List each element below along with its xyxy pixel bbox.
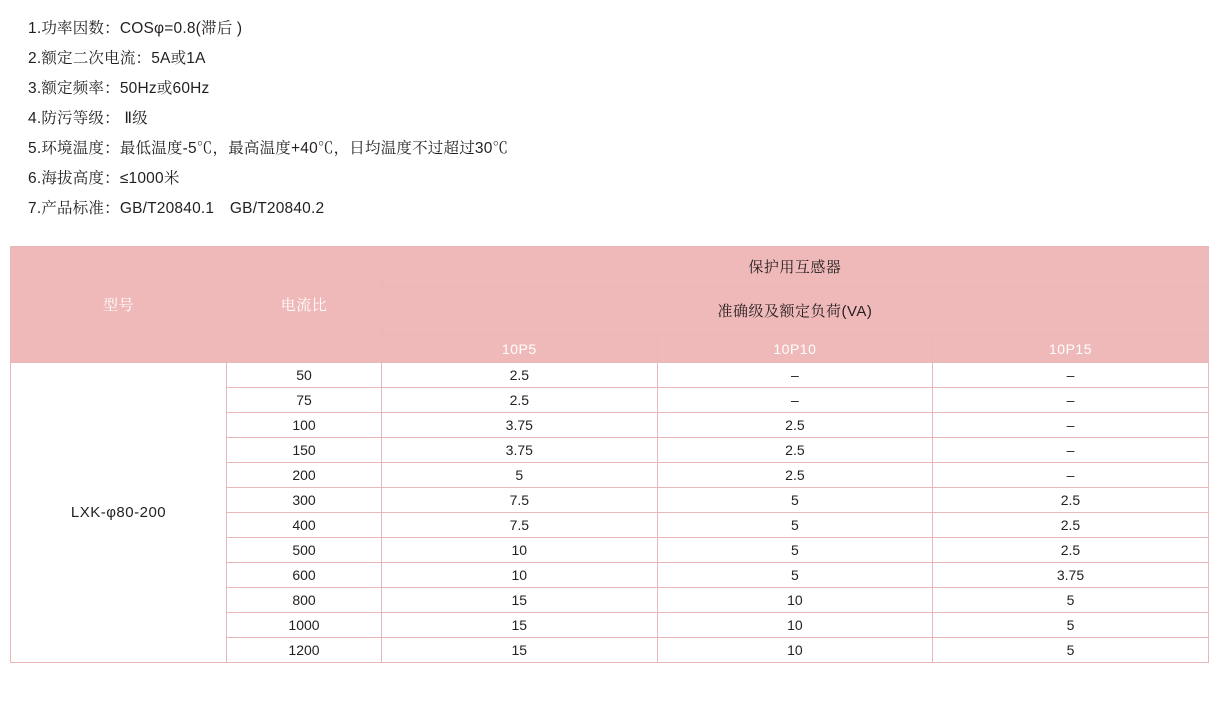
cell-ratio: 50	[227, 363, 382, 388]
cell-ratio: 600	[227, 563, 382, 588]
header-class-10p15: 10P15	[933, 335, 1209, 363]
cell-10p10: 5	[657, 563, 933, 588]
cell-10p15: 2.5	[933, 513, 1209, 538]
header-model: 型号	[11, 247, 227, 363]
cell-ratio: 100	[227, 413, 382, 438]
cell-10p5: 15	[382, 613, 658, 638]
cell-10p5: 2.5	[382, 363, 658, 388]
header-ratio: 电流比	[227, 247, 382, 363]
cell-10p15: 2.5	[933, 488, 1209, 513]
specification-table-wrapper	[10, 246, 1208, 663]
table-body	[11, 363, 1209, 663]
header-class-10p10: 10P10	[657, 335, 933, 363]
cell-10p5: 2.5	[382, 388, 658, 413]
spec-item-4: 4.防污等级： Ⅱ级	[28, 110, 148, 127]
cell-10p15: 5	[933, 588, 1209, 613]
cell-10p10: –	[657, 363, 933, 388]
cell-10p15: 5	[933, 638, 1209, 663]
cell-ratio: 500	[227, 538, 382, 563]
cell-10p5: 7.5	[382, 488, 658, 513]
cell-10p15: –	[933, 413, 1209, 438]
cell-ratio: 75	[227, 388, 382, 413]
table-row	[11, 363, 1209, 388]
header-group-protection: 保护用互感器	[382, 247, 1209, 287]
cell-10p10: 10	[657, 588, 933, 613]
header-class-10p5: 10P5	[382, 335, 658, 363]
header-subgroup-accuracy: 准确级及额定负荷(VA)	[382, 287, 1209, 335]
cell-10p5: 3.75	[382, 413, 658, 438]
cell-10p10: 10	[657, 638, 933, 663]
cell-ratio: 200	[227, 463, 382, 488]
spec-item-3: 3.额定频率：50Hz或60Hz	[28, 80, 210, 97]
cell-ratio: 800	[227, 588, 382, 613]
spec-item-5: 5.环境温度：最低温度-5℃，最高温度+40℃，日均温度不过超过30℃	[28, 140, 509, 157]
spec-item-7: 7.产品标准：GB/T20840.1 GB/T20840.2	[28, 200, 325, 217]
cell-10p5: 7.5	[382, 513, 658, 538]
spec-item-2: 2.额定二次电流：5A或1A	[28, 50, 206, 67]
cell-10p5: 15	[382, 588, 658, 613]
cell-10p5: 5	[382, 463, 658, 488]
cell-10p10: –	[657, 388, 933, 413]
cell-10p15: –	[933, 363, 1209, 388]
cell-10p10: 2.5	[657, 463, 933, 488]
cell-ratio: 1200	[227, 638, 382, 663]
cell-10p15: 2.5	[933, 538, 1209, 563]
cell-10p5: 10	[382, 563, 658, 588]
specification-table	[10, 246, 1209, 663]
cell-ratio: 150	[227, 438, 382, 463]
cell-10p5: 10	[382, 538, 658, 563]
cell-10p15: 5	[933, 613, 1209, 638]
cell-model-label: LXK-φ80-200	[11, 363, 227, 663]
cell-10p10: 5	[657, 488, 933, 513]
cell-10p5: 3.75	[382, 438, 658, 463]
cell-10p15: –	[933, 438, 1209, 463]
cell-ratio: 300	[227, 488, 382, 513]
cell-10p10: 2.5	[657, 413, 933, 438]
cell-10p10: 5	[657, 513, 933, 538]
table-head	[11, 247, 1209, 363]
cell-10p10: 10	[657, 613, 933, 638]
cell-10p5: 15	[382, 638, 658, 663]
cell-10p10: 5	[657, 538, 933, 563]
cell-ratio: 400	[227, 513, 382, 538]
specification-list	[0, 0, 1232, 224]
cell-10p15: 3.75	[933, 563, 1209, 588]
table-head-row-1	[11, 247, 1209, 287]
cell-10p15: –	[933, 388, 1209, 413]
cell-10p10: 2.5	[657, 438, 933, 463]
spec-item-1: 1.功率因数：COSφ=0.8(滞后 )	[28, 20, 243, 37]
spec-item-6: 6.海拔高度：≤1000米	[28, 170, 180, 187]
cell-ratio: 1000	[227, 613, 382, 638]
cell-10p15: –	[933, 463, 1209, 488]
